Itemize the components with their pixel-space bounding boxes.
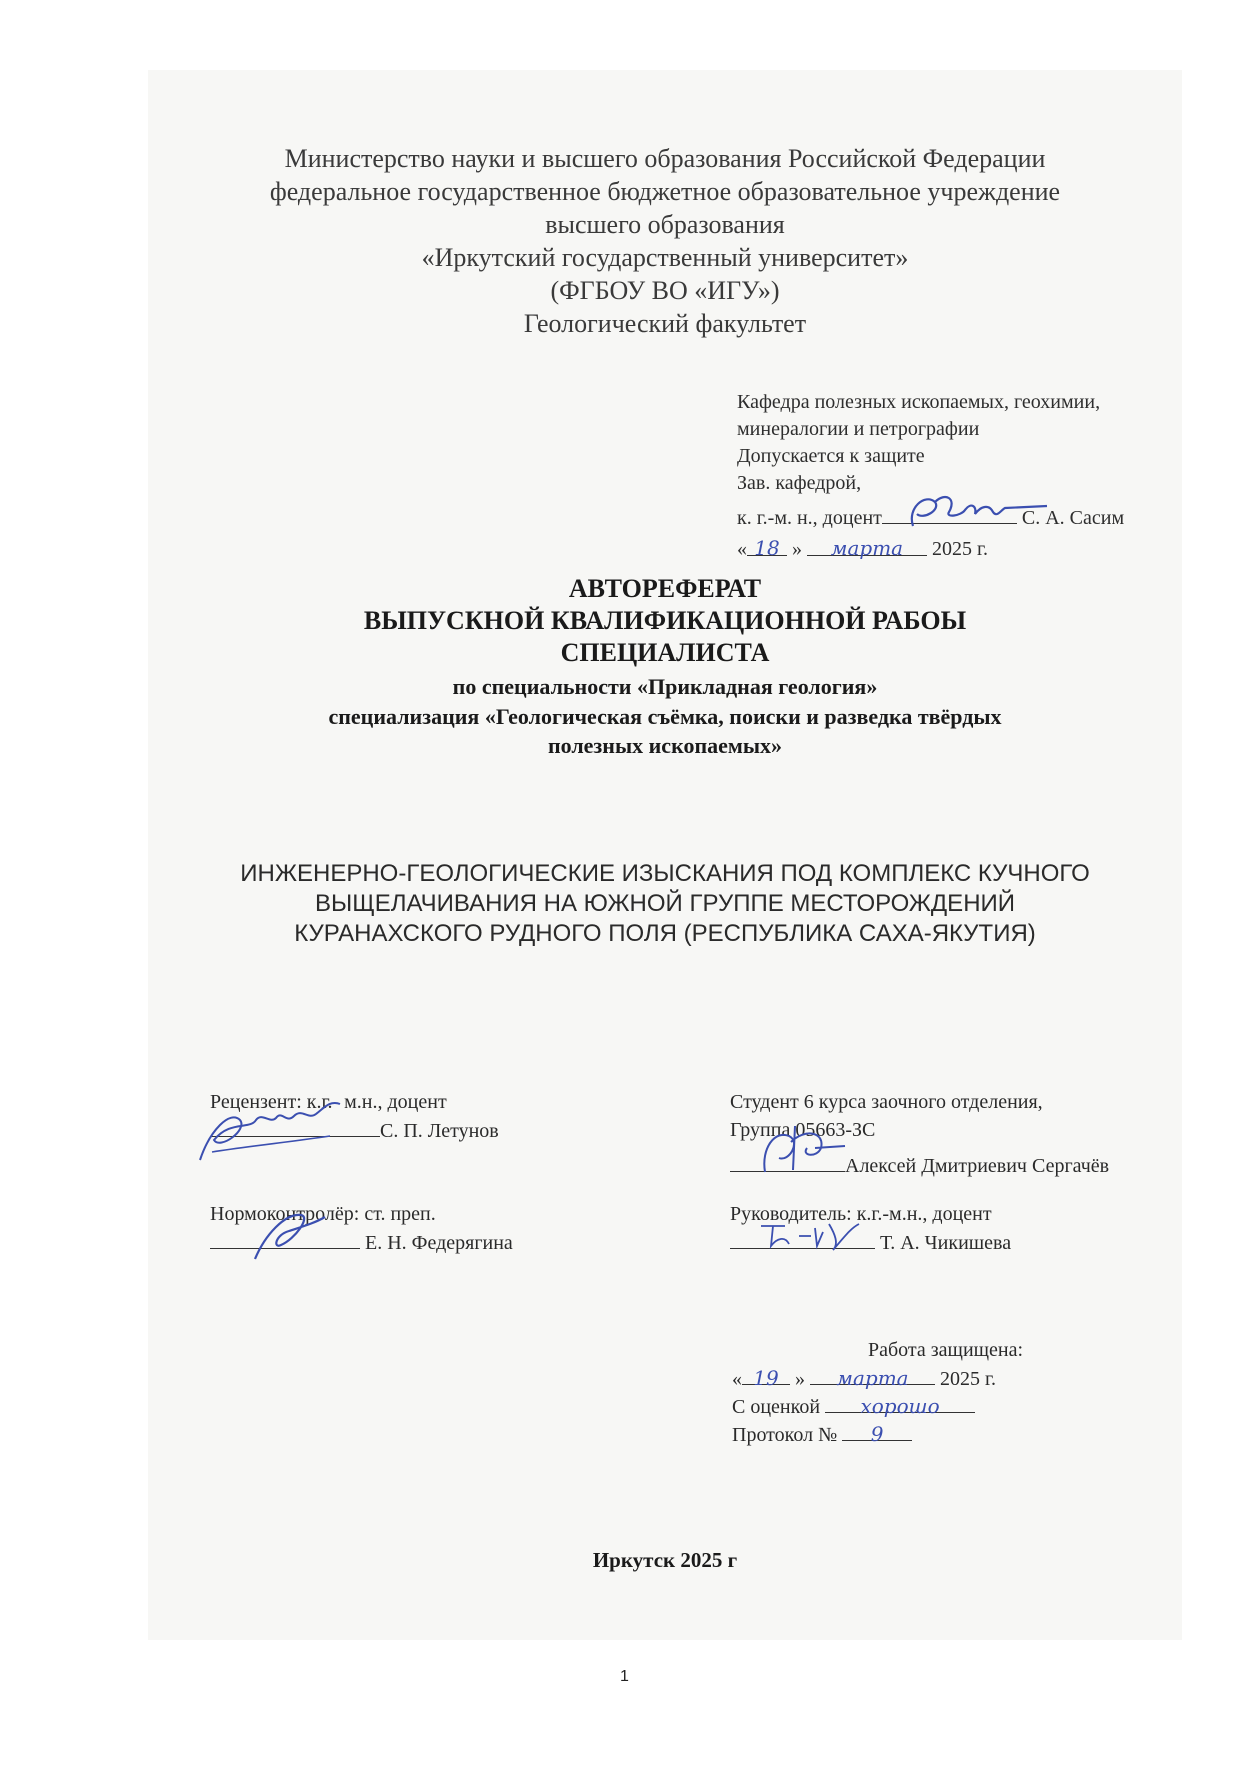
student-signature (745, 1118, 855, 1178)
date-close-quote: » (795, 1368, 805, 1390)
department-line-2: минералогии и петрографии (737, 418, 980, 440)
supervisor-role: Руководитель: к.г.-м.н., доцент (730, 1203, 992, 1225)
education-level-line: высшего образования (545, 210, 785, 239)
month-field (810, 1364, 935, 1390)
defense-month: марта (836, 1366, 909, 1390)
supervisor-signature (755, 1218, 865, 1254)
topic-line-1: ИНЖЕНЕРНО-ГЕОЛОГИЧЕСКИЕ ИЗЫСКАНИЯ ПОД КОМПЛЕКС КУЧНОГО (240, 860, 1090, 887)
day-field (742, 1364, 790, 1390)
page-number: 1 (620, 1668, 629, 1685)
reviewer-signature (190, 1090, 370, 1170)
city-year: Иркутск 2025 г (592, 1548, 738, 1572)
normcontrol-role: Нормоконтролёр: ст. преп. (210, 1203, 436, 1225)
defense-date-line (732, 1364, 996, 1393)
approval-day: 18 (754, 536, 780, 560)
grade-label: С оценкой (732, 1396, 821, 1418)
student-role: Студент 6 курса заочного отделения, (730, 1091, 1043, 1113)
topic-line-3: КУРАНАХСКОГО РУДНОГО ПОЛЯ (РЕСПУБЛИКА САХА-ЯКУТИЯ) (294, 920, 1036, 947)
protocol-number: 9 (870, 1422, 884, 1446)
protocol-line (732, 1420, 912, 1449)
date-open-quote: « (732, 1368, 742, 1390)
degree-title: СПЕЦИАЛИСТА (560, 638, 770, 667)
student-group: Группа 05663-ЗС (730, 1119, 876, 1141)
institution-type-line: федеральное государственное бюджетное образовательное учреждение (269, 177, 1061, 206)
day-field (747, 535, 787, 560)
defense-day: 19 (753, 1366, 779, 1390)
admit-to-defense: Допускается к защите (737, 445, 925, 467)
topic-line-2: ВЫЩЕЛАЧИВАНИЯ НА ЮЖНОЙ ГРУППЕ МЕСТОРОЖДЕНИЙ (314, 890, 1016, 917)
specialization-line-1: специализация «Геологическая съёмка, поиски и разведка твёрдых (328, 704, 1002, 729)
work-type-title: ВЫПУСКНОЙ КВАЛИФИКАЦИОННОЙ РАБОЫ (363, 606, 967, 635)
protocol-label: Протокол № (732, 1424, 838, 1446)
reviewer-role: Рецензент: к.г.- м.н., доцент (210, 1091, 447, 1113)
grade-line (732, 1392, 975, 1421)
university-abbr: (ФГБОУ ВО «ИГУ») (550, 276, 780, 305)
approval-month: марта (830, 536, 904, 560)
department-line-1: Кафедра полезных ископаемых, геохимии, (737, 391, 1101, 413)
specialization-line-2: полезных ископаемых» (547, 733, 783, 758)
doc-type-title: АВТОРЕФЕРАТ (568, 574, 762, 603)
date-open-quote: « (737, 538, 747, 560)
ministry-line: Министерство науки и высшего образования Российской Федерации (284, 144, 1046, 173)
grade-value: хорошо (860, 1394, 940, 1418)
head-signature (905, 488, 1055, 536)
month-field (807, 535, 927, 560)
faculty-name: Геологический факультет (523, 309, 807, 338)
defense-label: Работа защищена: (868, 1339, 1024, 1361)
head-degree: к. г.-м. н., доцент (737, 507, 882, 529)
normcontrol-signature (245, 1205, 335, 1265)
date-close-quote: » (792, 538, 802, 560)
head-of-department: Зав. кафедрой, (737, 472, 862, 494)
normcontrol-name: Е. Н. Федерягина (365, 1232, 513, 1254)
university-name: «Иркутский государственный университет» (421, 243, 909, 272)
approval-date-line (737, 535, 988, 563)
specialty-line: по специальности «Прикладная геология» (452, 674, 878, 699)
supervisor-name: Т. А. Чикишева (880, 1232, 1012, 1254)
approval-year: 2025 г. (932, 538, 988, 560)
head-name: С. А. Сасим (1021, 507, 1125, 529)
grade-field (825, 1392, 975, 1418)
student-name: Алексей Дмитриевич Сергачёв (845, 1155, 1110, 1177)
defense-year: 2025 г. (940, 1368, 996, 1390)
protocol-field (842, 1420, 912, 1446)
reviewer-name: С. П. Летунов (380, 1120, 499, 1142)
